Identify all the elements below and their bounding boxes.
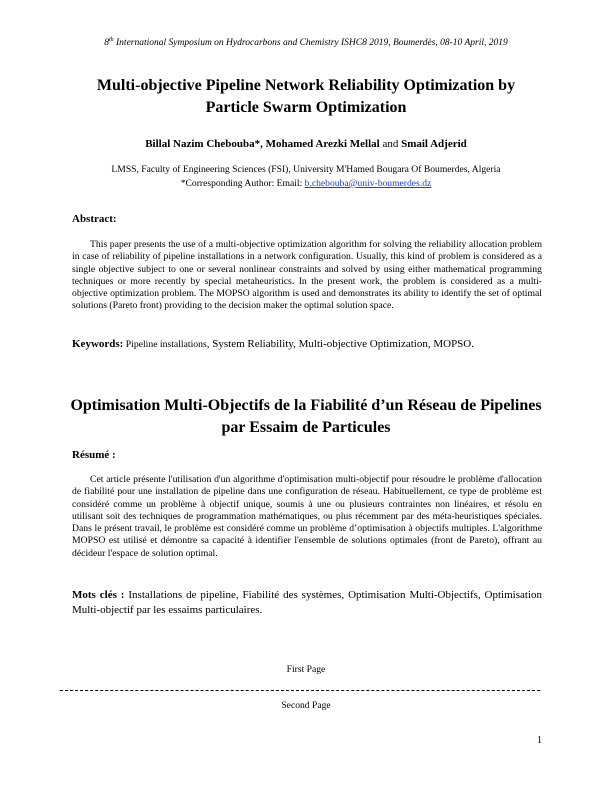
- header-text: International Symposium on Hydrocarbons and Chemistry ISHC8 2019, Boumerdès, 08-10 April, 2019: [113, 38, 508, 49]
- author-email-link[interactable]: b.chebouba@univ-boumerdes.dz: [304, 178, 432, 189]
- keywords-rest: , System Reliability, Multi-objective Optimization, MOPSO.: [206, 338, 474, 350]
- page-number: 1: [537, 735, 542, 746]
- author-and: and: [379, 138, 402, 150]
- author-last: Smail Adjerid: [401, 138, 467, 150]
- page-separator-line: [60, 690, 540, 691]
- header-ordinal-sup: th: [108, 37, 114, 43]
- corresponding-author: [0, 177, 612, 191]
- running-header: [0, 37, 612, 48]
- abstract-heading: Abstract:: [72, 213, 117, 225]
- paper-title-french: Optimisation Multi-Objectifs de la Fiabilité d’un Réseau de Pipelines par Essaim de Particules: [70, 397, 542, 436]
- author-list: [0, 138, 612, 150]
- header-ordinal: 8: [104, 38, 109, 49]
- keywords-label: Keywords:: [72, 338, 124, 350]
- keywords-line: [72, 338, 542, 350]
- author-names-bold: Billal Nazim Chebouba*, Mohamed Arezki Mellal: [145, 138, 380, 150]
- mots-cles-text: Installations de pipeline, Fiabilité des systèmes, Optimisation Multi-Objectifs, Optimisation Multi-objectif par les essaims particulaires.: [72, 589, 543, 616]
- affiliation-block: [0, 163, 612, 191]
- keywords-first: Pipeline installations: [123, 339, 207, 350]
- abstract-text: This paper presents the use of a multi-objective optimization algorithm for solving the reliability allocation problem in case of reliability of pipeline installations in a network configuration. Usually, this kind of problem is considered as a single objective subject to one or several nonlinear constraints and solved by using either mathematical programming techniques or more recently by special metaheuristics. In the present work, the problem is considered as a multi-objective optimization problem. The MOPSO algorithm is used and demonstrates its ability to identify the set of optimal solutions (Pareto front) providing to the decision maker the optimal solution space.: [72, 239, 542, 312]
- first-page-label: First Page: [286, 664, 326, 675]
- second-page-label: Second Page: [281, 700, 331, 711]
- corresponding-label: *Corresponding Author: Email:: [180, 178, 305, 189]
- paper-title-english: Multi-objective Pipeline Network Reliability Optimization by Particle Swarm Optimization: [96, 77, 516, 116]
- resume-heading: Résumé :: [72, 449, 116, 461]
- affiliation-line: LMSS, Faculty of Engineering Sciences (FSI), University M'Hamed Bougara Of Boumerdes, Algeria: [111, 164, 501, 175]
- mots-cles-line: [72, 588, 542, 618]
- mots-cles-label: Mots clés :: [72, 589, 125, 601]
- resume-text: Cet article présente l'utilisation d'un algorithme d'optimisation multi-objectif pour résoudre le problème d'allocation de fiabilité pour une installation de pipeline dans une configuration de réseau. Habituellement, ce type de problème est considéré comme un problème à objectif unique, soumis à une ou plusieurs contraintes non linéaires, et résolu en utilisant soit des techniques de programmation mathématiques, ou plus récemment par des méta-heuristiques spéciales. Dans le présent travail, le problème est considéré comme un problème d’optimisation à objectifs multiples. L'algorithme MOPSO est utilisé et démontre sa capacité à identifier l'ensemble de solutions optimales (front de Pareto), offrant au décideur l'espace de solution optimal.: [72, 474, 542, 559]
